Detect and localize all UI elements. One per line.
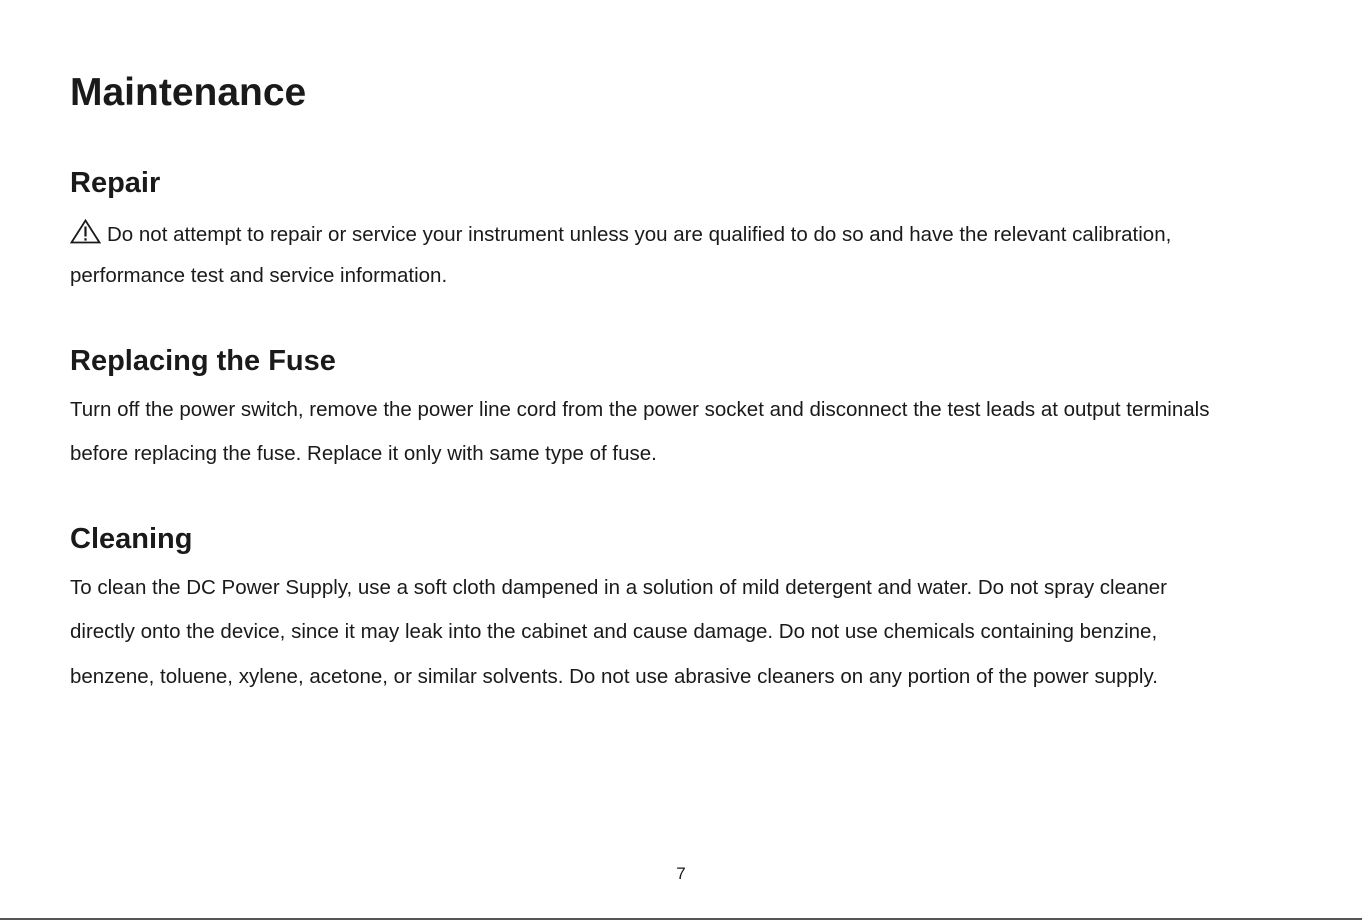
- bottom-rule: [0, 918, 1362, 920]
- cleaning-text-line-1: To clean the DC Power Supply, use a soft cloth dampened in a solution of mild detergent and water. Do not spray cleaner: [70, 576, 1168, 599]
- section-heading-repair: Repair: [70, 167, 161, 199]
- page-title: Maintenance: [70, 71, 307, 114]
- cleaning-text-line-3: benzene, toluene, xylene, acetone, or similar solvents. Do not use abrasive cleaners on any portion of the power supply.: [70, 665, 1158, 688]
- repair-text-line-1: [70, 219, 1171, 248]
- repair-text: Do not attempt to repair or service your instrument unless you are qualified to do so and have the relevant calibration,: [107, 223, 1172, 246]
- fuse-text-line-1: Turn off the power switch, remove the power line cord from the power socket and disconnect the test leads at output terminals: [70, 398, 1210, 421]
- warning-triangle-icon: [70, 219, 101, 244]
- page-number: 7: [676, 864, 686, 883]
- fuse-text-line-2: before replacing the fuse. Replace it only with same type of fuse.: [70, 442, 657, 465]
- section-heading-fuse: Replacing the Fuse: [70, 345, 336, 377]
- repair-text-line-2: performance test and service information.: [70, 264, 448, 287]
- section-heading-cleaning: Cleaning: [70, 523, 193, 555]
- cleaning-text-line-2: directly onto the device, since it may leak into the cabinet and cause damage. Do not use chemicals containing benzine,: [70, 620, 1158, 643]
